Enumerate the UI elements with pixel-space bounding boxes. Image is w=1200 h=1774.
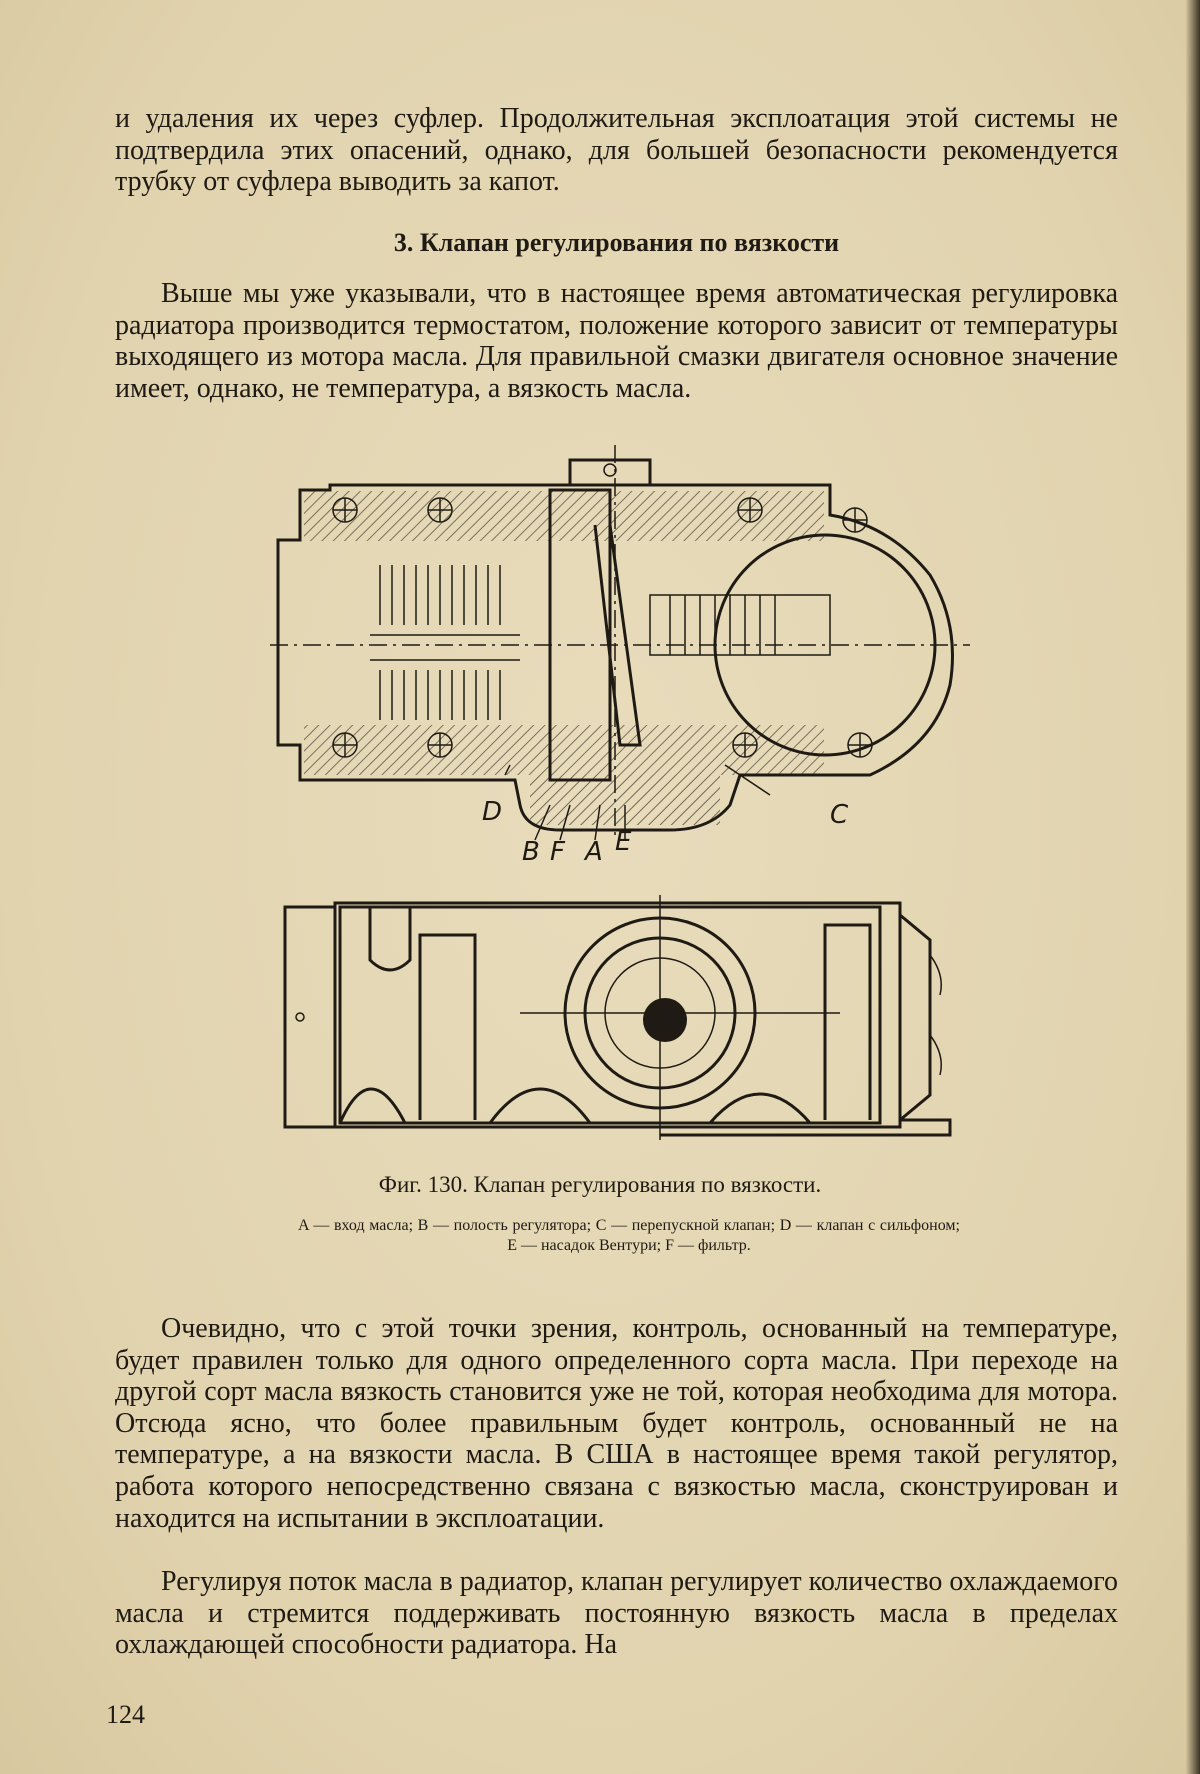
paragraph-top: и удаления их через суфлер. Продолжительная эксплоатация этой системы не подтвердила этих опасений, однако, для большей безопасности рекомендуется трубку от суфлера выводить за капот. <box>115 103 1118 198</box>
label-a: A <box>585 837 603 865</box>
book-spine-shadow <box>1186 0 1200 1774</box>
paragraph-after-2: Регулируя поток масла в радиатор, клапан регулирует количество охлаждаемого масла и стремится поддерживать постоянную вязкость масла в пределах охлаждающей способности радиатора. На <box>115 1566 1118 1661</box>
paragraph-after-1: Очевидно, что с этой точки зрения, контроль, основанный на температуре, будет правилен только для одного определенного сорта масла. При переходе на другой сорт масла вязкость становится уже не той, которая необходима для мотора. Отсюда ясно, что более правильным будет контроль, основанный не на температуре, а на вязкости масла. В США в настоящее время такой регулятор, работа которого непосредственно связана с вязкостью масла, сконструирован и находится на испытании в эксплоатации. <box>115 1313 1118 1534</box>
label-e: E <box>615 827 632 857</box>
label-b: B <box>522 837 540 865</box>
valve-cross-section-drawing <box>270 445 970 865</box>
label-d: D <box>482 797 503 827</box>
paragraph-intro: Выше мы уже указывали, что в настоящее время автоматическая регулировка радиатора производится термостатом, положение которого зависит от температуры выходящего из мотора масла. Для правильной смазки двигателя основное значение имеет, однако, не температура, а вязкость масла. <box>115 278 1118 404</box>
section-heading: 3. Клапан регулирования по вязкости <box>393 228 840 257</box>
valve-front-view-drawing <box>280 895 960 1145</box>
figure-legend: A — вход масла; B — полость регулятора; C — перепускной клапан; D — клапан с сильфоном; E — насадок Вентури; F — фильтр. <box>298 1217 960 1254</box>
label-c: C <box>830 800 849 830</box>
figure-caption: Фиг. 130. Клапан регулирования по вязкости. <box>378 1172 822 1197</box>
label-f: F <box>550 837 565 865</box>
page-number: 124 <box>106 1700 145 1729</box>
